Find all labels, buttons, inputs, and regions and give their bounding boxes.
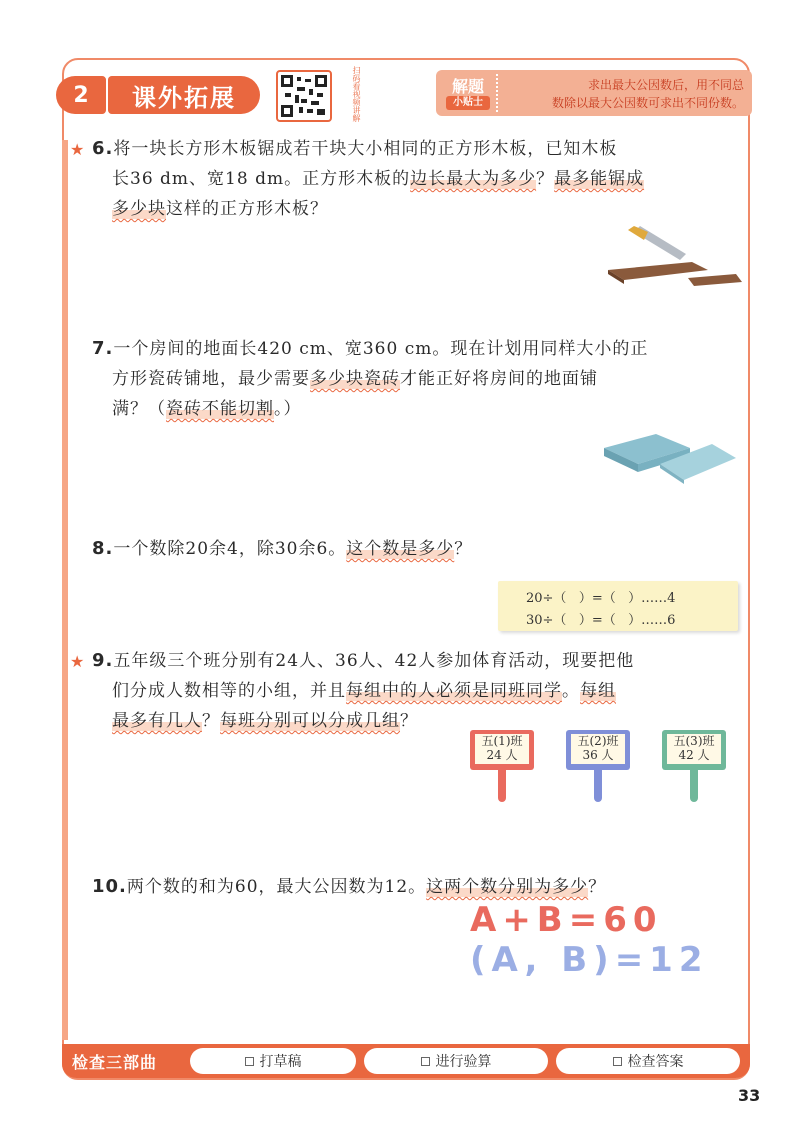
tip-divider [496,74,498,112]
check-steps-title: 检查三部曲 [72,1053,158,1072]
saw-wood-illustration [604,226,744,296]
class-sign-1 [470,730,534,802]
sign-board: 五(1)班 24 人 [470,730,534,770]
unit-number-badge: 2 [56,76,106,114]
page-number: 33 [738,1086,761,1105]
tip-label: 解题 [451,77,484,96]
checkbox-icon [245,1057,254,1066]
formula-sum: A+B=60 [470,900,663,940]
tip-box [436,70,752,116]
section-title: 课外拓展 [108,76,260,114]
qr-code-icon[interactable] [276,70,332,122]
class-sign-2 [566,730,630,802]
tip-sublabel: 小贴士 [446,96,490,110]
class-sign-3 [662,730,726,802]
tip-text: 求出最大公因数后，用不同总 数除以最大公因数可求出不同份数。 [551,78,744,110]
sign-pole [690,770,698,802]
check-item-check-answer[interactable]: 检查答案 [556,1048,740,1074]
qr-caption: 扫码看视频讲解 [352,66,361,122]
checkbox-icon [613,1057,622,1066]
check-item-verify[interactable]: 进行验算 [364,1048,548,1074]
star-icon: ★ [70,652,85,671]
tiles-illustration [600,424,740,494]
problem-10: 10.两个数的和为60，最大公因数为12。这两个数分别为多少？ [92,876,607,897]
sign-board: 五(2)班 36 人 [566,730,630,770]
check-item-draft[interactable]: 打草稿 [190,1048,356,1074]
checkbox-icon [421,1057,430,1066]
problem-8: 8.一个数除20余4，除30余6。这个数是多少？ [92,538,473,559]
check-steps-bar [62,1044,750,1078]
problem-6: 6.将一块长方形木板锯成若干块大小相同的正方形木板，已知木板 长36 dm、宽18 dm。正方形木板的边长最大为多少？最多能锯成 多少块这样的正方形木板？ [92,138,645,219]
formula-gcd: (A, B)=12 [470,940,709,980]
star-icon: ★ [70,140,85,159]
sign-board: 五(3)班 42 人 [662,730,726,770]
problem-9: 9.五年级三个班分别有24人、36人、42人参加体育活动，现要把他 们分成人数相等的小组，并且每组中的人必须是同班同学。每组 最多有几人？每班分别可以分成几组？ [92,650,635,731]
page-side-strip [62,140,68,1040]
problem-7: 7.一个房间的地面长420 cm、宽360 cm。现在计划用同样大小的正 方形瓷砖铺地，最少需要多少块瓷砖才能正好将房间的地面铺 满？（瓷砖不能切割。） [92,338,649,419]
sign-pole [594,770,602,802]
sign-pole [498,770,506,802]
hint-card: 20÷（ ）=（ ）……4 30÷（ ）=（ ）……6 [498,581,738,631]
